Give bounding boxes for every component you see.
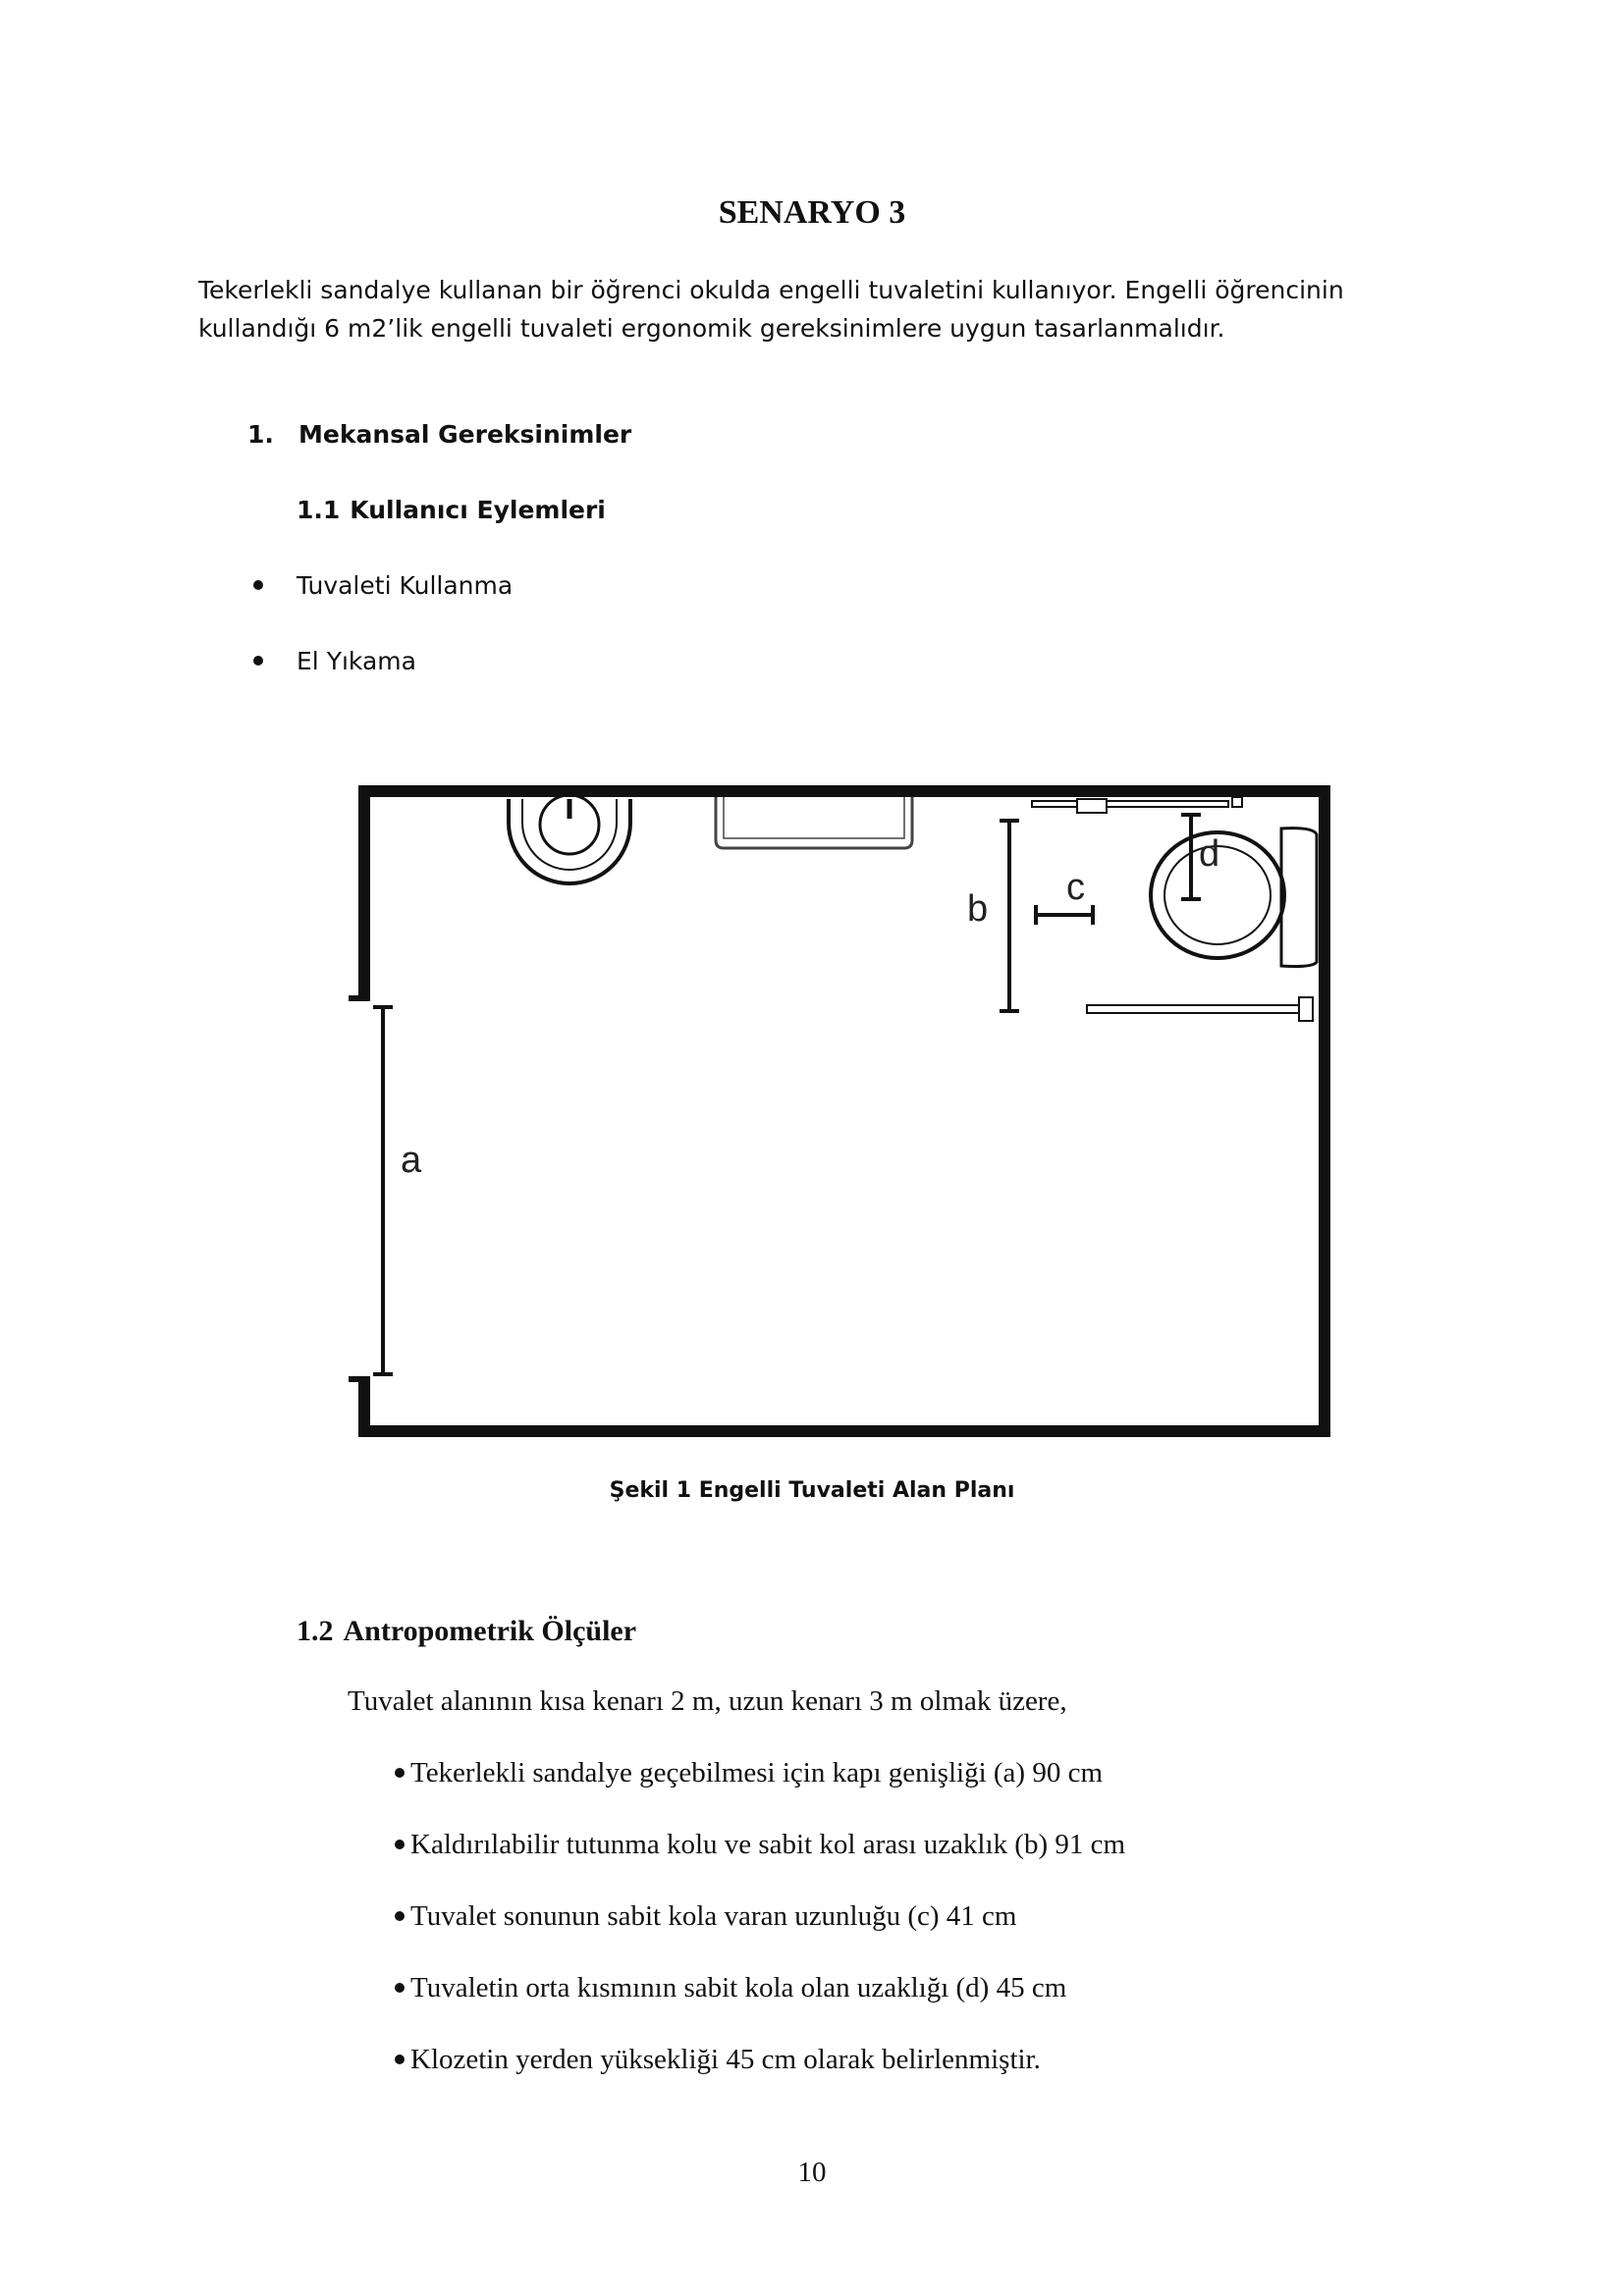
section-1-2-heading [297,1615,636,1648]
intro-line-1: Tekerlekli sandalye kullanan bir öğrenci okulda engelli tuvaletini kullanıyor. Engelli öğrencinin [198,276,1344,304]
section-1-1-heading [297,496,606,524]
bullet-icon [253,580,263,590]
sink-icon [509,795,630,883]
section-1-number: 1. [247,420,274,449]
toilet-floor-plan [349,775,1340,1443]
list-item-text: Tuvalet sonunun sabit kola varan uzunluğu (c) 41 cm [410,1900,1017,1932]
list-item-text: Tuvaleti Kullanma [297,571,514,600]
bullet-icon [395,1768,405,1778]
section-1-2-number: 1.2 [297,1615,334,1647]
dimension-a [373,1007,393,1374]
bullet-icon [395,2055,405,2064]
dimension-label-b: b [967,888,989,930]
measurements-intro: Tuvalet alanının kısa kenarı 2 m, uzun kenarı 3 m olmak üzere, [348,1685,1067,1717]
outer-wall [349,785,1330,1437]
list-item [253,571,513,600]
list-item [253,647,416,675]
counter-icon [716,797,912,848]
figure-caption: Şekil 1 Engelli Tuvaleti Alan Planı [609,1478,1015,1503]
bullet-icon [395,1840,405,1849]
dimension-label-c: c [1066,867,1085,908]
bullet-icon [253,656,263,666]
dimension-label-d: d [1199,833,1220,875]
list-item-text: Tuvaletin orta kısmının sabit kola olan uzaklığı (d) 45 cm [410,1972,1067,2003]
foldable-grab-bar-icon [1087,997,1313,1021]
section-1-1-number: 1.1 [297,496,341,524]
section-1-title: Mekansal Gereksinimler [298,420,632,449]
list-item [395,1757,1103,1789]
list-item [395,1972,1066,2004]
list-item [395,1900,1016,1933]
toilet-icon [1151,828,1317,967]
bullet-icon [395,1983,405,1993]
page-title: SENARYO 3 [718,194,906,231]
list-item-text: Klozetin yerden yüksekliği 45 cm olarak belirlenmiştir. [410,2044,1041,2075]
section-1-2-title: Antropometrik Ölçüler [343,1615,637,1647]
section-1-1-title: Kullanıcı Eylemleri [350,496,606,524]
section-1-heading [247,420,631,449]
fixed-grab-bar-icon [1032,797,1242,813]
page-number: 10 [797,2157,827,2188]
list-item-text: Tekerlekli sandalye geçebilmesi için kapı genişliği (a) 90 cm [410,1757,1104,1789]
dimension-b [1000,821,1019,1011]
intro-line-2: kullandığı 6 m2’lik engelli tuvaleti ergonomik gereksinimlere uygun tasarlanmalıdır. [198,314,1225,343]
list-item-text: Kaldırılabilir tutunma kolu ve sabit kol arası uzaklık (b) 91 cm [410,1829,1126,1860]
intro-paragraph [198,271,1435,347]
dimension-c [1036,905,1093,925]
dimension-label-a: a [401,1140,422,1181]
bullet-icon [395,1911,405,1921]
list-item [395,2044,1041,2076]
list-item-text: El Yıkama [297,647,416,675]
list-item [395,1829,1125,1861]
